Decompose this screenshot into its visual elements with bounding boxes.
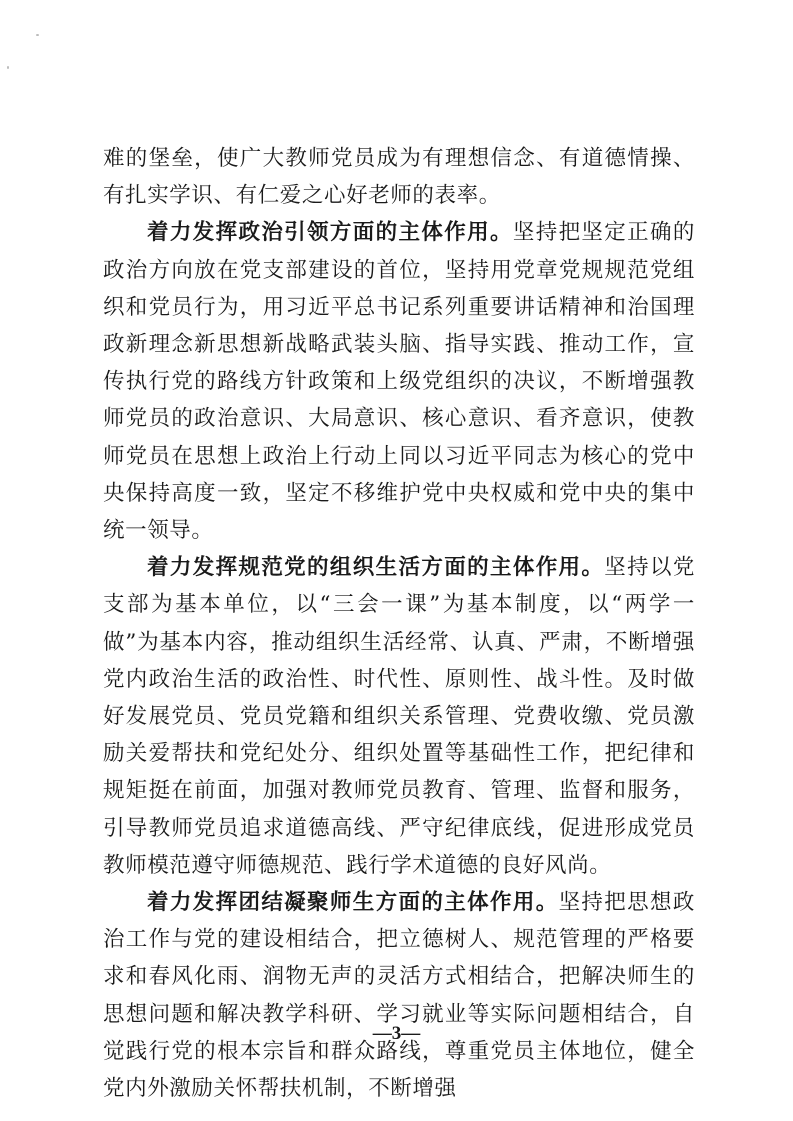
scan-speck <box>7 66 9 69</box>
paragraph-body: 坚持把思想政治工作与党的建设相结合，把立德树人、规范管理的严格要求和春风化雨、润物无声的灵活方式相结合，把解决师生的思想问题和解决教学科研、学习就业等实际问题相结合，自觉践行党的根本宗旨和群众路线，尊重党员主体地位，健全党内外激励关怀帮扶机制，不断增强 <box>103 890 695 1102</box>
paragraph-continued <box>103 140 695 214</box>
paragraph-lead: 着力发挥规范党的组织生活方面的主体作用。 <box>147 555 605 581</box>
paragraph-unite-teachers-students <box>103 884 695 1107</box>
page-number: —3— <box>372 1023 421 1044</box>
paragraph-lead: 着力发挥团结凝聚师生方面的主体作用。 <box>147 890 559 916</box>
paragraph-body: 难的堡垒，使广大教师党员成为有理想信念、有道德情操、有扎实学识、有仁爱之心好老师的表率。 <box>103 146 695 209</box>
paragraph-organizational-life <box>103 549 695 884</box>
paragraph-political-leadership <box>103 214 695 549</box>
paragraph-lead: 着力发挥政治引领方面的主体作用。 <box>147 220 513 246</box>
paragraph-body: 坚持以党支部为基本单位，以“三会一课”为基本制度，以“两学一做”为基本内容，推动组织生活经常、认真、严肃，不断增强党内政治生活的政治性、时代性、原则性、战斗性。及时做好发展党员、党员党籍和组织关系管理、党费收缴、党员激励关爱帮扶和党纪处分、组织处置等基础性工作，把纪律和规矩挺在前面，加强对教师党员教育、管理、监督和服务，引导教师党员追求道德高线、严守纪律底线，促进形成党员教师模范遵守师德规范、践行学术道德的良好风尚。 <box>103 555 695 878</box>
body-text <box>103 140 695 1107</box>
scan-speck <box>36 34 39 36</box>
paragraph-body: 坚持把坚定正确的政治方向放在党支部建设的首位，坚持用党章党规规范党组织和党员行为，用习近平总书记系列重要讲话精神和治国理政新理念新思想新战略武装头脑、指导实践、推动工作，宣传执行党的路线方针政策和上级党组织的决议，不断增强教师党员的政治意识、大局意识、核心意识、看齐意识，使教师党员在思想上政治上行动上同以习近平同志为核心的党中央保持高度一致，坚定不移维护党中央权威和党中央的集中统一领导。 <box>103 220 695 544</box>
